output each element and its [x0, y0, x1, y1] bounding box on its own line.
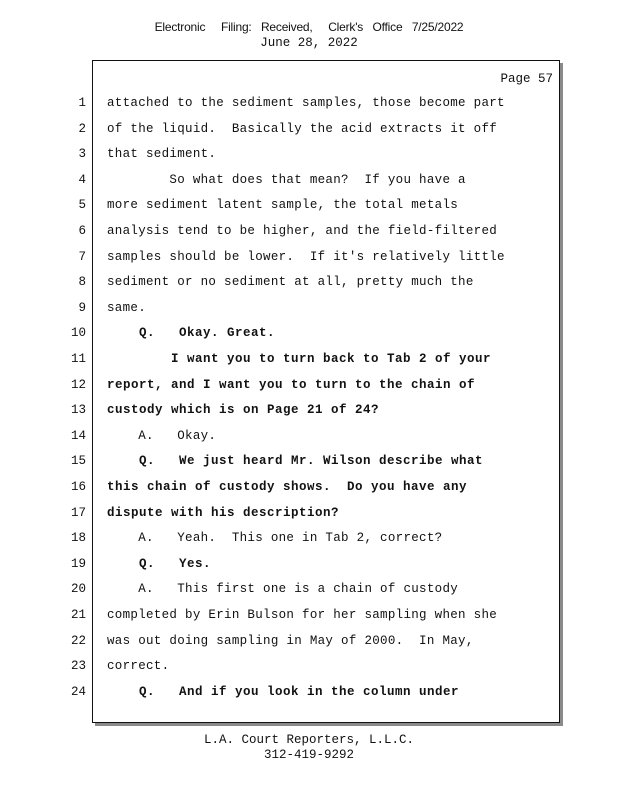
- line-number: 19: [70, 557, 86, 571]
- transcript-line: analysis tend to be higher, and the field-filtered: [107, 224, 498, 238]
- line-number: 5: [78, 198, 86, 212]
- transcript-line: samples should be lower. If it's relatively little: [107, 250, 505, 264]
- line-number: 3: [78, 147, 86, 161]
- line-number: 23: [70, 659, 86, 673]
- transcript-line: custody which is on Page 21 of 24?: [107, 403, 380, 417]
- transcript-line: A. Okay.: [107, 429, 217, 443]
- line-number: 4: [78, 173, 86, 187]
- line-number: 24: [70, 685, 86, 699]
- transcript-line: Q. Okay. Great.: [107, 326, 276, 340]
- line-number: 10: [70, 326, 86, 340]
- line-number: 18: [70, 531, 86, 545]
- line-number: 20: [70, 582, 86, 596]
- line-number: 13: [70, 403, 86, 417]
- footer-company: L.A. Court Reporters, L.L.C.: [203, 733, 415, 747]
- transcript-line: more sediment latent sample, the total metals: [107, 198, 459, 212]
- transcript-line: A. This first one is a chain of custody: [107, 582, 459, 596]
- line-number: 16: [70, 480, 86, 494]
- line-number: 12: [70, 378, 86, 392]
- transcript-line: this chain of custody shows. Do you have any: [107, 480, 468, 494]
- transcript-line: Q. Yes.: [107, 557, 212, 571]
- transcript-line: correct.: [107, 659, 170, 673]
- line-number: 7: [78, 250, 86, 264]
- deposition-date: June 28, 2022: [260, 36, 358, 50]
- footer-phone: 312-419-9292: [263, 748, 354, 762]
- line-number: 6: [78, 224, 86, 238]
- transcript-line: A. Yeah. This one in Tab 2, correct?: [107, 531, 443, 545]
- transcript-line: So what does that mean? If you have a: [107, 173, 466, 187]
- line-number: 21: [70, 608, 86, 622]
- transcript-line: report, and I want you to turn to the chain of: [107, 378, 476, 392]
- line-number: 2: [78, 122, 86, 136]
- transcript-line: sediment or no sediment at all, pretty much the: [107, 275, 474, 289]
- transcript-line: that sediment.: [107, 147, 217, 161]
- transcript-line: Q. We just heard Mr. Wilson describe what: [107, 454, 484, 468]
- transcript-line: Q. And if you look in the column under: [107, 685, 460, 699]
- transcript-line: dispute with his description?: [107, 506, 340, 520]
- transcript-line: completed by Erin Bulson for her sampling when she: [107, 608, 498, 622]
- line-number: 22: [70, 634, 86, 648]
- page-number: Page 57: [500, 72, 553, 86]
- line-number: 17: [70, 506, 86, 520]
- transcript-line: same.: [107, 301, 147, 315]
- transcript-line: was out doing sampling in May of 2000. In May,: [107, 634, 474, 648]
- line-number: 15: [70, 454, 86, 468]
- transcript-line: attached to the sediment samples, those become part: [107, 96, 505, 110]
- transcript-line: I want you to turn back to Tab 2 of your: [107, 352, 492, 366]
- line-number: 1: [78, 96, 86, 110]
- line-number: 14: [70, 429, 86, 443]
- transcript-line: of the liquid. Basically the acid extracts it off: [107, 122, 498, 136]
- line-number: 8: [78, 275, 86, 289]
- filing-stamp: Electronic Filing: Received, Clerk's Office 7/25/2022: [154, 20, 464, 34]
- line-number: 11: [70, 352, 86, 366]
- line-number: 9: [78, 301, 86, 315]
